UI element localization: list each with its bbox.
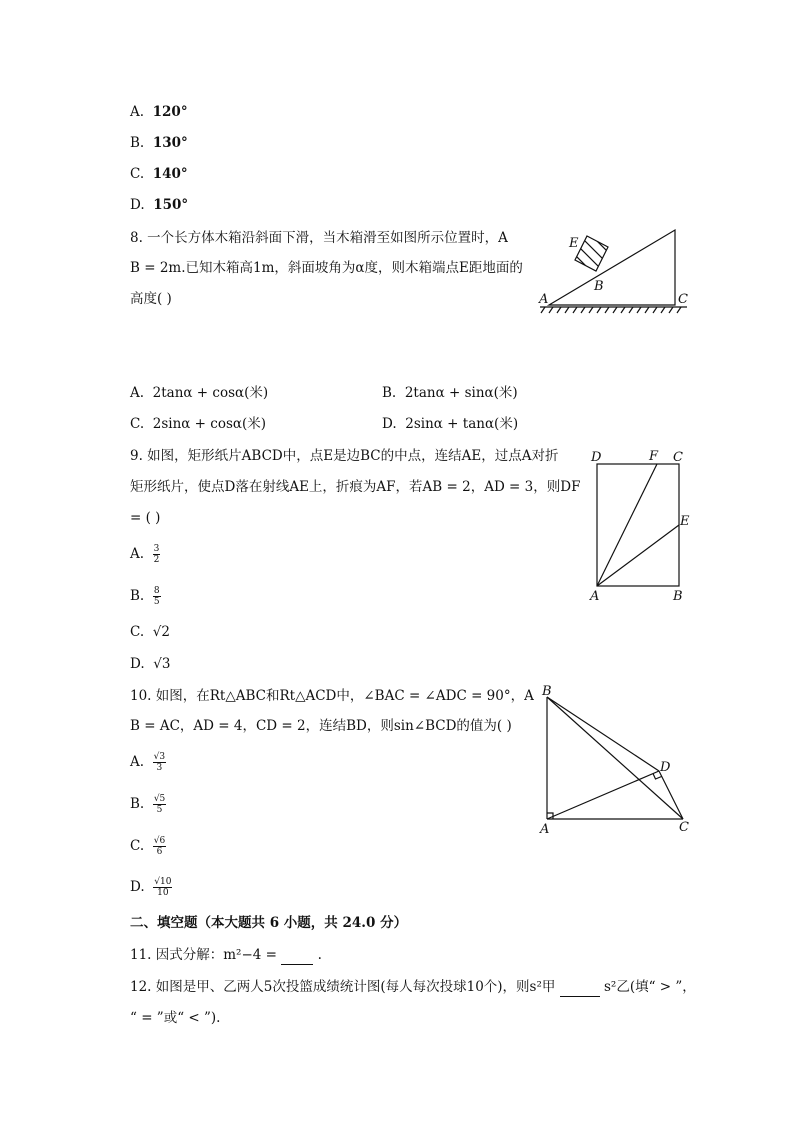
label-a: A [590, 589, 600, 604]
q11-suffix: . [317, 947, 322, 963]
q8-option-c: C. 2sinα + cosα(米) [130, 416, 267, 432]
label-b: B [542, 684, 552, 699]
slope-triangle [549, 230, 675, 305]
q9-text-line-1: 9. 如图，矩形纸片ABCD中，点E是边BC的中点，连结AE，过点A对折 [130, 448, 559, 464]
q11-text: 11. 因式分解：m²−4 = [130, 947, 277, 963]
q8-option-b: B. 2tanα + sinα(米) [382, 385, 518, 401]
label-a: A [539, 292, 549, 307]
q10-option-b: B. $\frac{√5}{5}$ [130, 794, 166, 815]
label-b: B [594, 279, 604, 294]
q10-triangle-figure [535, 682, 700, 837]
q7-option-a: A. 120° [130, 104, 188, 120]
segment-dc [659, 771, 683, 819]
label-a: A [540, 822, 550, 837]
q8-option-d: D. 2sinα + tanα(米) [382, 416, 519, 432]
q9-text-line-3: = ( ) [130, 510, 161, 526]
q9-option-c: C. √2 [130, 624, 170, 640]
q9-option-b: B. $\frac{8}{5}$ [130, 586, 160, 607]
q8-slope-figure [535, 225, 695, 317]
rectangle-abcd [597, 464, 679, 586]
q7-option-c: C. 140° [130, 166, 188, 182]
segment-ae [597, 525, 679, 586]
q12-line-2: “ = ”或“ < ”). [130, 1010, 221, 1026]
label-d: D [660, 760, 671, 775]
wooden-box [575, 236, 608, 271]
q10-option-a: A. $\frac{√3}{3}$ [130, 752, 166, 773]
segment-bd [547, 697, 659, 771]
q7-option-b: B. 130° [130, 135, 188, 151]
label-c: C [678, 292, 688, 307]
segment-ad [547, 771, 659, 819]
label-d: D [591, 450, 602, 465]
q8-text-line-3: 高度( ) [130, 291, 172, 307]
q12-text-prefix: 12. 如图是甲、乙两人5次投篮成绩统计图(每人每次投球10个)，则s²甲 [130, 979, 556, 995]
q12-answer-blank[interactable] [560, 982, 600, 997]
q12-text-suffix: s²乙(填“ > ”， [604, 979, 696, 995]
label-e: E [569, 236, 579, 251]
q9-option-a: A. $\frac{3}{2}$ [130, 544, 160, 565]
q11 [130, 945, 322, 965]
label-c: C [673, 450, 683, 465]
fold-line-af [597, 464, 657, 586]
label-b: B [673, 589, 683, 604]
ground-hatching [541, 307, 681, 313]
q11-answer-blank[interactable] [281, 950, 313, 965]
q10-option-c: C. $\frac{√6}{6}$ [130, 836, 166, 857]
label-e: E [680, 514, 690, 529]
label-c: C [679, 820, 689, 835]
q8-text-line-1: 8. 一个长方体木箱沿斜面下滑，当木箱滑至如图所示位置时，A [130, 230, 508, 246]
q9-rectangle-figure [585, 446, 695, 606]
q12-line-1 [130, 977, 696, 997]
q10-option-d: D. $\frac{√10}{10}$ [130, 877, 172, 898]
q8-option-a: A. 2tanα + cosα(米) [130, 385, 269, 401]
segment-bc [547, 697, 683, 819]
q10-text-line-2: B = AC，AD = 4，CD = 2，连结BD，则sin∠BCD的值为( ) [130, 718, 512, 734]
label-f: F [649, 449, 659, 464]
q7-option-d: D. 150° [130, 197, 189, 213]
q9-option-d: D. √3 [130, 656, 171, 672]
q10-text-line-1: 10. 如图，在Rt△ABC和Rt△ACD中，∠BAC = ∠ADC = 90°，A [130, 688, 534, 704]
section-2-title: 二、填空题（本大题共 6 小题，共 24.0 分） [130, 915, 408, 931]
q8-text-line-2: B = 2m.已知木箱高1m，斜面坡角为α度，则木箱端点E距地面的 [130, 260, 523, 276]
q9-text-line-2: 矩形纸片，使点D落在射线AE上，折痕为AF，若AB = 2，AD = 3，则DF [130, 479, 581, 495]
